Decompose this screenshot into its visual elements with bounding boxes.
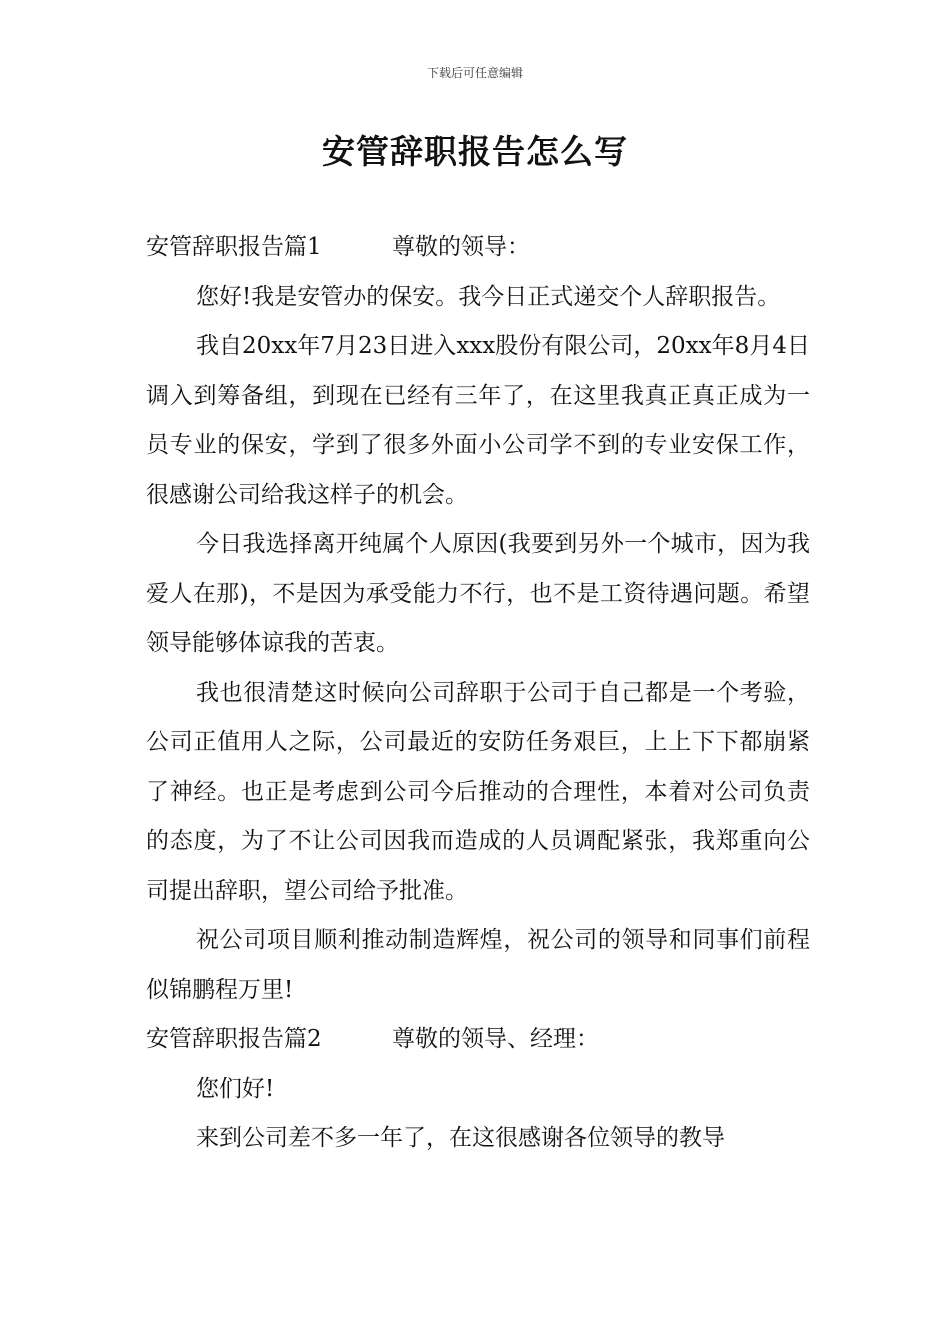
- section-heading: 安管辞职报告篇2: [146, 1026, 322, 1052]
- section-heading-line: [146, 1015, 810, 1065]
- paragraph: 今日我选择离开纯属个人原因(我要到另外一个城市，因为我爱人在那)，不是因为承受能力不行，也不是工资待遇问题。希望领导能够体谅我的苦衷。: [146, 531, 810, 656]
- section-heading: 安管辞职报告篇1: [146, 234, 322, 260]
- paragraph: 祝公司项目顺利推动制造辉煌，祝公司的领导和同事们前程似锦鹏程万里!: [146, 927, 810, 1003]
- paragraph: 您好!我是安管办的保安。我今日正式递交个人辞职报告。: [196, 283, 781, 310]
- paragraph: 我自20xx年7月23日进入xxx股份有限公司，20xx年8月4日调入到筹备组，到现在已经有三年了，在这里我真正真正成为一员专业的保安，学到了很多外面小公司学不到的专业安保工作，很感谢公司给我这样子的机会。: [146, 333, 810, 508]
- paragraph: 我也很清楚这时候向公司辞职于公司于自己都是一个考验，公司正值用人之际，公司最近的安防任务艰巨，上上下下都崩紧了神经。也正是考虑到公司今后推动的合理性，本着对公司负责的态度，为了不让公司因我而造成的人员调配紧张，我郑重向公司提出辞职，望公司给予批准。: [146, 679, 810, 904]
- header-note: 下载后可任意编辑: [426, 66, 523, 80]
- salutation: 尊敬的领导、经理：: [392, 1026, 599, 1052]
- document-body: [146, 223, 810, 1164]
- section-heading-line: [146, 223, 810, 273]
- paragraph: 来到公司差不多一年了，在这很感谢各位领导的教导: [196, 1125, 725, 1151]
- paragraph: 您们好!: [196, 1075, 275, 1102]
- salutation: 尊敬的领导：: [392, 234, 530, 260]
- document-title: 安管辞职报告怎么写: [322, 132, 628, 171]
